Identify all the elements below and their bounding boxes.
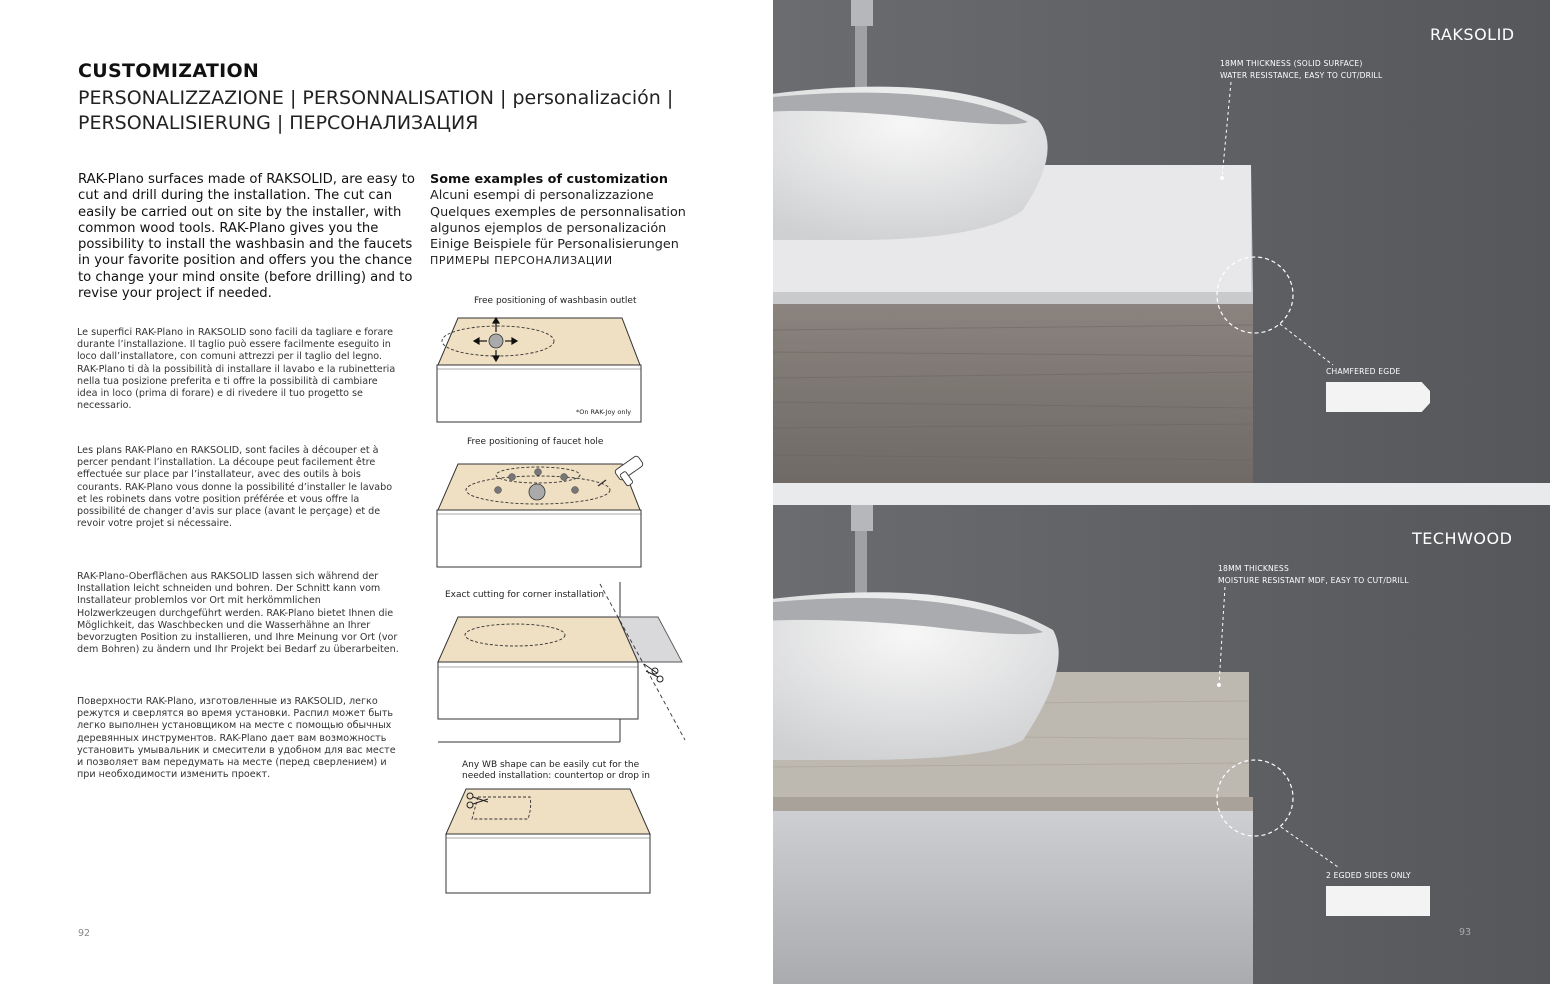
- examples-de: Einige Beispiele für Personalisierungen: [430, 237, 679, 253]
- examples-it: Alcuni esempi di personalizzazione: [430, 188, 654, 204]
- page-subtitle: [78, 86, 718, 136]
- paragraph-german: RAK-Plano-Oberflächen aus RAKSOLID lassen sich während der Installation leicht schneiden und bohren. Der Schnitt kann vom Installateur problemlos vor Ort mit herkömmlichen Holzwerkzeugen durchgeführt werden. RAK-Plano bietet Ihnen die Möglichkeit, das Waschbecken und die Wasserhähne an Ihrer bevorzugten Position zu installieren, und Ihre Meinung vor Ort (vor dem Bohren) zu ändern und Ihr Projekt bei Bedarf zu überarbeiten.: [77, 571, 399, 656]
- right-page: [773, 0, 1550, 984]
- edged-sides-swatch: [1326, 886, 1430, 916]
- techwood-spec-line-1: 18MM THICKNESS: [1218, 564, 1289, 573]
- diagram-1-caption: Free positioning of washbasin outlet: [474, 296, 637, 306]
- diagram-corner-cut: [430, 582, 690, 747]
- chamfered-edge-swatch: [1326, 382, 1430, 412]
- raksolid-edge-label: CHAMFERED EGDE: [1326, 367, 1401, 376]
- subtitle-line-2: PERSONALISIERUNG | ПЕРСОНАЛИЗАЦИЯ: [78, 112, 479, 134]
- examples-heading: Some examples of customization: [430, 172, 668, 187]
- raksolid-spec: [1220, 58, 1382, 81]
- photo-separator: [773, 483, 1550, 505]
- examples-ru: ПРИМЕРЫ ПЕРСОНАЛИЗАЦИИ: [430, 254, 613, 268]
- diagram-3-caption: Exact cutting for corner installation: [445, 590, 605, 600]
- subtitle-line-1: PERSONALIZZAZIONE | PERSONNALISATION | personalización |: [78, 87, 674, 109]
- examples-fr: Quelques exemples de personnalisation: [430, 204, 686, 220]
- scissors-icon: [644, 664, 663, 682]
- diagram-4-caption-line-2: needed installation: countertop or drop in: [462, 771, 650, 781]
- paragraph-french: Les plans RAK-Plano en RAKSOLID, sont faciles à découper et à percer pendant l’installation. La découpe peut facilement être effectuée sur place par l’installateur, avec des outils à bois courants. RAK-Plano vous donne la possibilité d’installer le lavabo et les robinets dans votre position préférée et vous offre la possibilité de changer d’avis sur place (avant le perçage) et de revoir votre projet si nécessaire.: [77, 445, 393, 530]
- raksolid-spec-line-1: 18MM THICKNESS (SOLID SURFACE): [1220, 59, 1363, 68]
- examples-es: algunos ejemplos de personalización: [430, 220, 667, 236]
- raksolid-photo: [773, 0, 1550, 483]
- page-title: CUSTOMIZATION: [78, 60, 260, 82]
- techwood-photo: [773, 505, 1550, 984]
- techwood-spec-line-2: MOISTURE RESISTANT MDF, EASY TO CUT/DRILL: [1218, 575, 1409, 585]
- left-page: [0, 0, 773, 984]
- examples-list: [430, 172, 730, 270]
- page-number-right: 93: [1459, 927, 1472, 938]
- paragraph-italian: Le superfici RAK-Plano in RAKSOLID sono facili da tagliare e forare durante l’installazione. Il taglio può essere facilmente eseguito in loco dall’installatore, con comuni attrezzi per il taglio del legno. RAK-Plano ti dà la possibilità di installare il lavabo e la rubinetteria nella tua posizione preferita e ti offre la possibilità di cambiare idea in loco (prima di forare) e di rivedere il tuo progetto se necessario.: [77, 327, 396, 412]
- techwood-title: TECHWOOD: [1412, 529, 1513, 548]
- diagram-any-shape: [440, 783, 660, 898]
- raksolid-spec-line-2: WATER RESISTANCE, EASY TO CUT/DRILL: [1220, 70, 1383, 80]
- raksolid-title: RAKSOLID: [1430, 25, 1515, 44]
- page-number-left: 92: [78, 928, 91, 939]
- diagram-2-caption: Free positioning of faucet hole: [467, 437, 604, 447]
- paragraph-russian: Поверхности RAK-Plano, изготовленные из RAKSOLID, легко режутся и сверлятся во время установки. Распил может быть легко выполнен установщиком на месте с помощью обычных деревянных инструментов. RAK-Plano дает вам возможность установить умывальник и смесители в удобном для вас месте и позволяет вам передумать на месте (перед сверлением) и при необходимости изменить проект.: [77, 696, 396, 781]
- diagram-4-caption-line-1: Any WB shape can be easily cut for the: [462, 760, 640, 770]
- diagram-4-caption: [462, 760, 650, 782]
- techwood-spec: [1218, 563, 1409, 586]
- diagram-faucet-hole: [430, 450, 660, 570]
- techwood-edge-label: 2 EGDED SIDES ONLY: [1326, 871, 1411, 880]
- intro-english: RAK-Plano surfaces made of RAKSOLID, are easy to cut and drill during the installation. The cut can easily be carried out on site by the installer, with common wood tools. RAK-Plano gives you the possibility to install the washbasin and the faucets in your favorite position and offers you the chance to change your mind onsite (before drilling) and to revise your project if needed.: [78, 172, 415, 302]
- diagram-1-note: *On RAK-Joy only: [576, 408, 632, 416]
